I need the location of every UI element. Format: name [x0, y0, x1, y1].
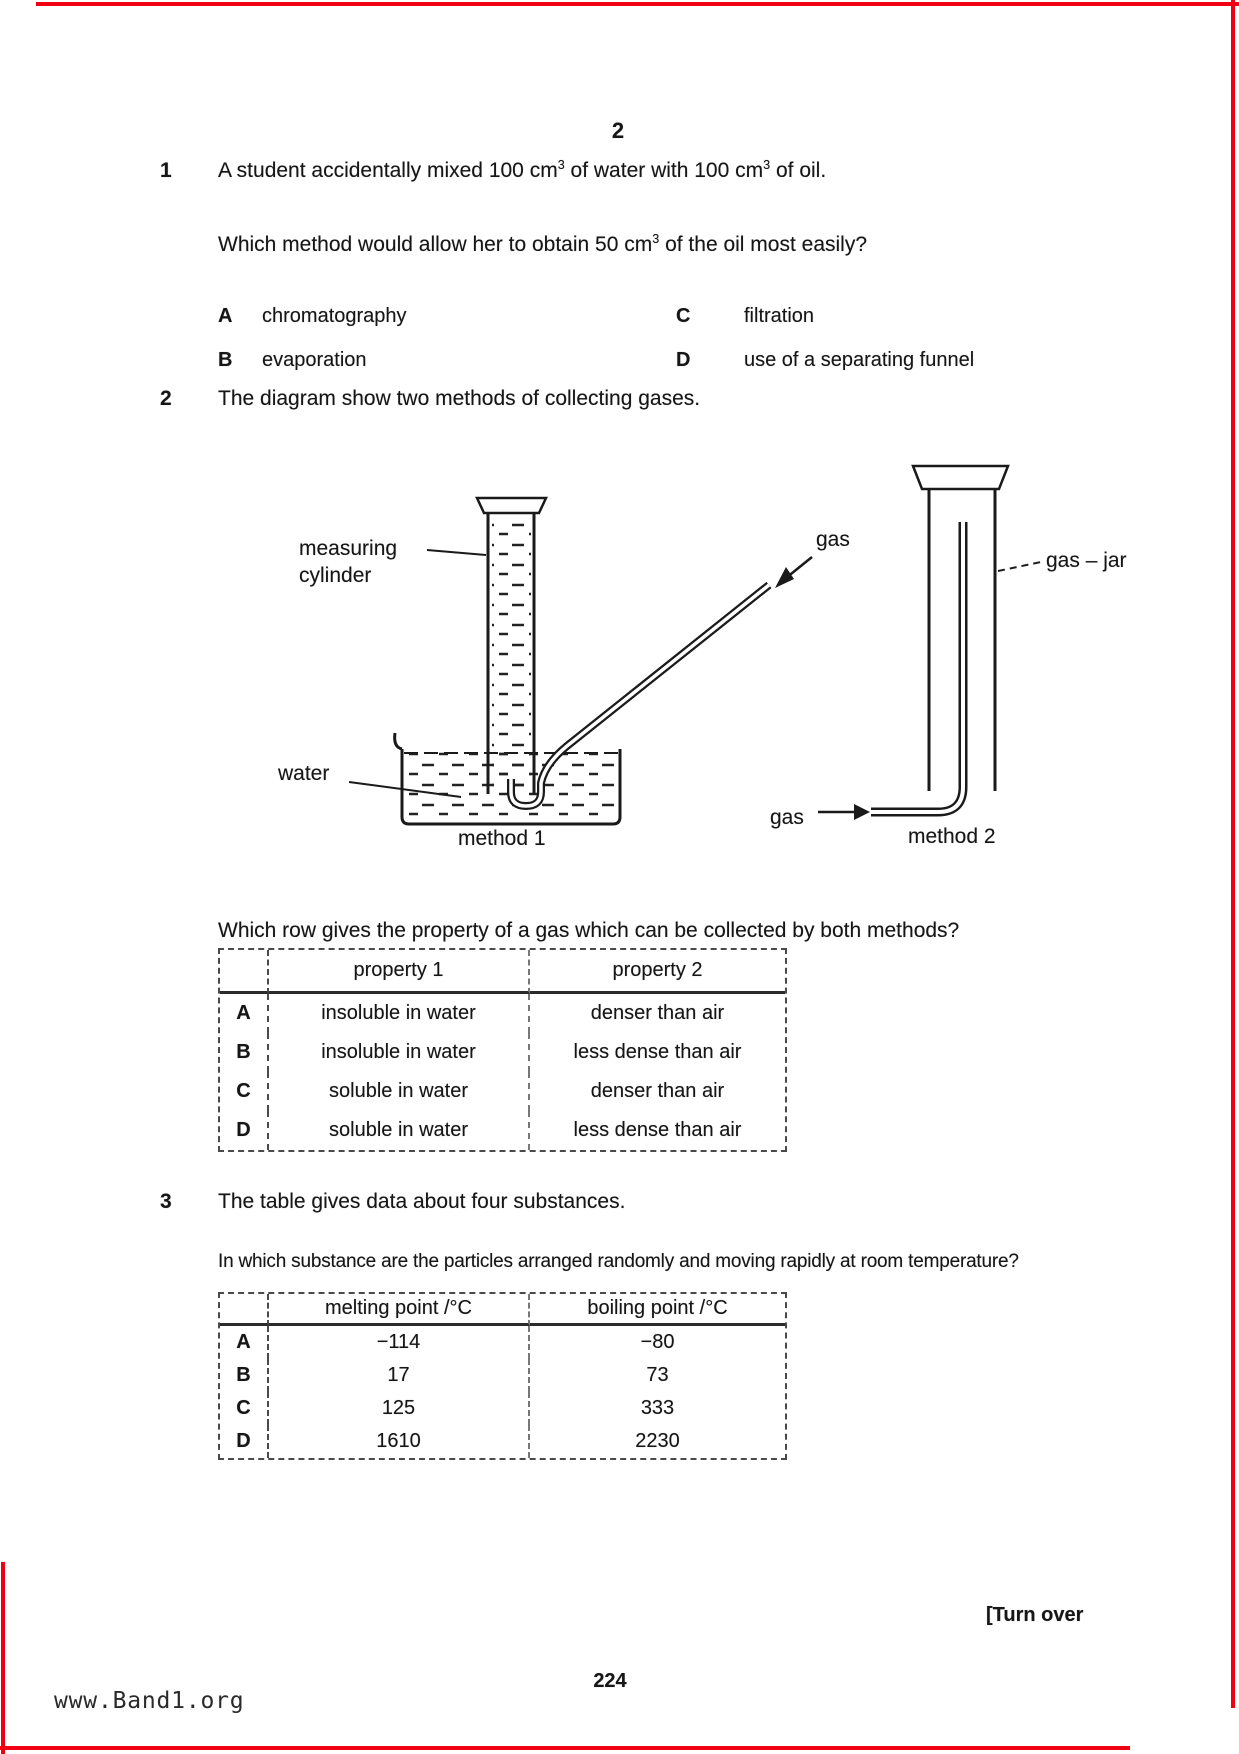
gas-label-method2: gas [770, 806, 804, 829]
q1-option-b-letter: B [218, 349, 233, 371]
gas-label-method1: gas [816, 528, 850, 551]
method1-caption: method 1 [458, 827, 546, 850]
scan-border-right [1231, 0, 1235, 1708]
q1-text-line1 [218, 159, 826, 183]
measuring-cylinder-pointer-line [427, 550, 486, 555]
table-cell: 17 [269, 1359, 530, 1392]
table-cell: −114 [269, 1326, 530, 1359]
q1-option-b-label: evaporation [262, 349, 367, 371]
table-header-property1: property 1 [269, 950, 530, 994]
table-cell: soluble in water [269, 1072, 530, 1111]
table-row-letter: B [220, 1033, 269, 1072]
q1-text-line2 [218, 233, 867, 257]
q1-option-d-letter: D [676, 349, 691, 371]
q3-intro: The table gives data about four substances. [218, 1190, 626, 1213]
water-label: water [278, 762, 330, 785]
table-row-letter: B [220, 1359, 269, 1392]
gas-jar-pointer-line [998, 562, 1041, 571]
q1-option-a-label: chromatography [262, 305, 407, 327]
table-row-letter: C [220, 1072, 269, 1111]
q3-number: 3 [160, 1190, 172, 1213]
method1-gas-arrow [775, 557, 812, 588]
table-cell: less dense than air [573, 1119, 742, 1141]
q1-line2-a: Which method would allow her to obtain 50 cm [218, 233, 653, 256]
table-cell: less dense than air [573, 1041, 742, 1063]
measuring-cylinder-label-line1: measuring [299, 537, 398, 560]
q2-intro: The diagram show two methods of collecting gases. [218, 387, 701, 410]
gas-collection-diagram [250, 440, 1140, 870]
measuring-cylinder-label-line2: cylinder [299, 564, 372, 587]
table-corner-cell [220, 1294, 269, 1326]
table-cell: −80 [640, 1331, 675, 1353]
q1-number: 1 [160, 159, 172, 182]
q1-option-c-label: filtration [744, 305, 815, 327]
q1-line1-sup1: 3 [557, 158, 565, 172]
q2-property-table [218, 948, 787, 1152]
table-header-boiling-point: boiling point /°C [530, 1294, 785, 1326]
q1-line2-b: of the oil most easily? [659, 233, 868, 256]
turn-over-note: [Turn over [986, 1604, 1084, 1626]
table-header-property2: property 2 [530, 950, 785, 994]
table-cell: denser than air [590, 1002, 725, 1024]
table-cell: 1610 [269, 1425, 530, 1458]
table-row-letter: A [220, 1326, 269, 1359]
scan-border-top [36, 2, 1239, 6]
table-row-letter: D [220, 1425, 269, 1458]
table-row-letter: C [220, 1392, 269, 1425]
table-cell: denser than air [590, 1080, 725, 1102]
page-number-top: 2 [611, 118, 625, 143]
table-cell: 73 [646, 1364, 669, 1386]
table-cell: 125 [269, 1392, 530, 1425]
q1-line2-sup: 3 [652, 232, 660, 246]
table-cell: 333 [640, 1397, 675, 1419]
q1-option-c-letter: C [676, 305, 691, 327]
table-cell: 2230 [635, 1430, 680, 1452]
method1-measuring-cylinder [477, 498, 546, 794]
table-cell: insoluble in water [269, 994, 530, 1033]
q2-question: Which row gives the property of a gas which can be collected by both methods? [218, 919, 960, 942]
gas-jar-label: gas – jar [1046, 549, 1127, 572]
q2-number: 2 [160, 387, 172, 410]
method2-gas-arrow [818, 804, 870, 820]
table-header-melting-point: melting point /°C [269, 1294, 530, 1326]
table-row-letter: D [220, 1111, 269, 1150]
table-corner-cell [220, 950, 269, 994]
scan-border-left [1, 1562, 5, 1754]
q1-line1-c: of oil. [770, 159, 827, 182]
q3-question: In which substance are the particles arranged randomly and moving rapidly at room temperature? [218, 1251, 1019, 1272]
q1-line1-a: A student accidentally mixed 100 cm [218, 159, 558, 182]
method2-delivery-tube [871, 522, 963, 812]
footer-website-text: www.Band1.org [54, 1688, 245, 1714]
scan-border-bottom [0, 1746, 1130, 1750]
table-row-letter: A [220, 994, 269, 1033]
page-number-bottom: 224 [593, 1670, 627, 1692]
q1-line1-sup2: 3 [763, 158, 771, 172]
q1-option-a-letter: A [218, 305, 233, 327]
table-cell: insoluble in water [269, 1033, 530, 1072]
q1-option-d-label: use of a separating funnel [744, 349, 975, 371]
table-cell: soluble in water [269, 1111, 530, 1150]
method2-caption: method 2 [908, 825, 996, 848]
q1-line1-b: of water with 100 cm [564, 159, 764, 182]
q3-data-table [218, 1292, 787, 1460]
